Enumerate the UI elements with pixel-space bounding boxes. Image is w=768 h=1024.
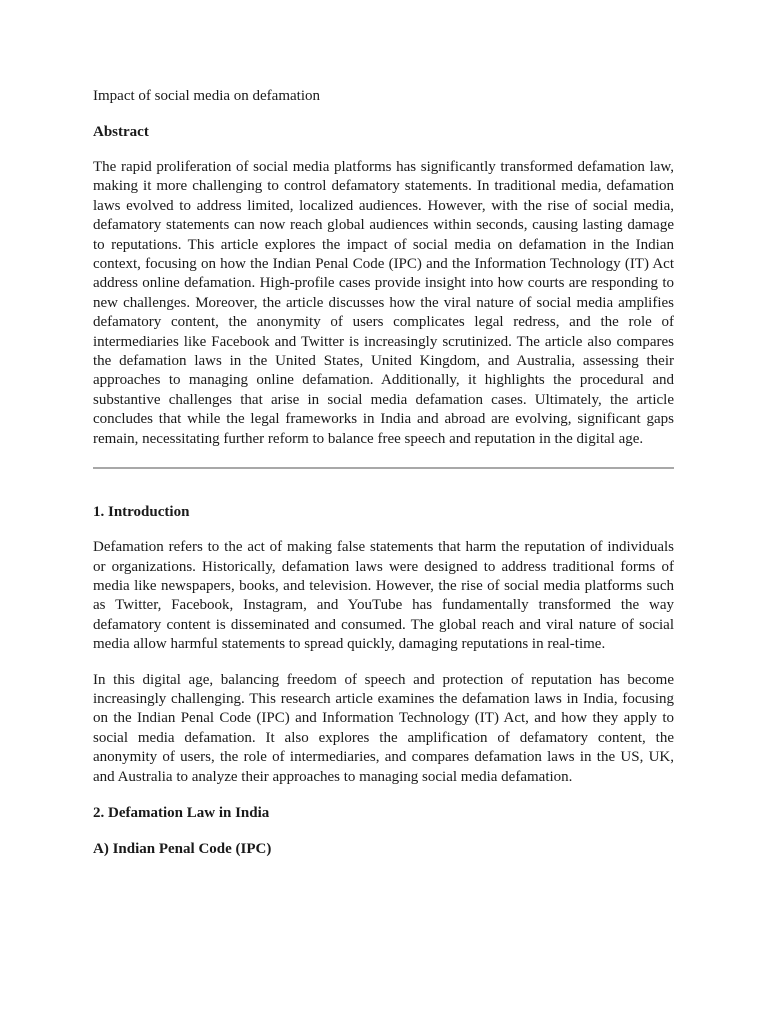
abstract-paragraph: The rapid proliferation of social media platforms has significantly transformed defamation law, making it more challenging to control defamatory statements. In traditional media, defamation laws evolved to address limited, localized audiences. However, with the rise of social media, defamatory statements can now reach global audiences within seconds, causing lasting damage to reputations. This article explores the impact of social media on defamation in the Indian context, focusing on how the Indian Penal Code (IPC) and the Information Technology (IT) Act address online defamation. High-profile cases provide insight into how courts are responding to new challenges. Moreover, the article discusses how the viral nature of social media amplifies defamatory content, the anonymity of users complicates legal redress, and the role of intermediaries like Facebook and Twitter is increasingly scrutinized. The article also compares the defamation laws in the United States, United Kingdom, and Australia, assessing their approaches to managing online defamation. Additionally, it highlights the procedural and substantive challenges that arise in social media defamation cases. Ultimately, the article concludes that while the legal frameworks in India and abroad are evolving, significant gaps remain, necessitating further reform to balance free speech and reputation in the digital age. (93, 159, 674, 447)
introduction-paragraph-2: In this digital age, balancing freedom of speech and protection of reputation has become increasingly challenging. This research article examines the defamation laws in India, focusing on the Indian Penal Code (IPC) and Information Technology (IT) Act, and how they apply to social media defamation. It also explores the amplification of defamatory content, the anonymity of users, the role of intermediaries, and compares defamation laws in the US, UK, and Australia to analyze their approaches to managing social media defamation. (93, 671, 674, 785)
section-divider (93, 467, 674, 469)
section-2-heading: 2. Defamation Law in India (93, 804, 270, 821)
document-title: Impact of social media on defamation (93, 88, 320, 104)
introduction-heading: 1. Introduction (93, 504, 190, 521)
abstract-heading: Abstract (93, 124, 149, 140)
document-page (93, 86, 674, 859)
introduction-paragraph-1: Defamation refers to the act of making false statements that harm the reputation of individuals or organizations. Historically, defamation laws were designed to address traditional forms of media like newspapers, books, and television. However, the rise of social media platforms such as Twitter, Facebook, Instagram, and YouTube has fundamentally transformed the way defamatory content is disseminated and consumed. The global reach and viral nature of social media allow harmful statements to spread quickly, damaging reputations in real-time. (93, 539, 674, 653)
ipc-subheading: A) Indian Penal Code (IPC) (93, 840, 272, 857)
